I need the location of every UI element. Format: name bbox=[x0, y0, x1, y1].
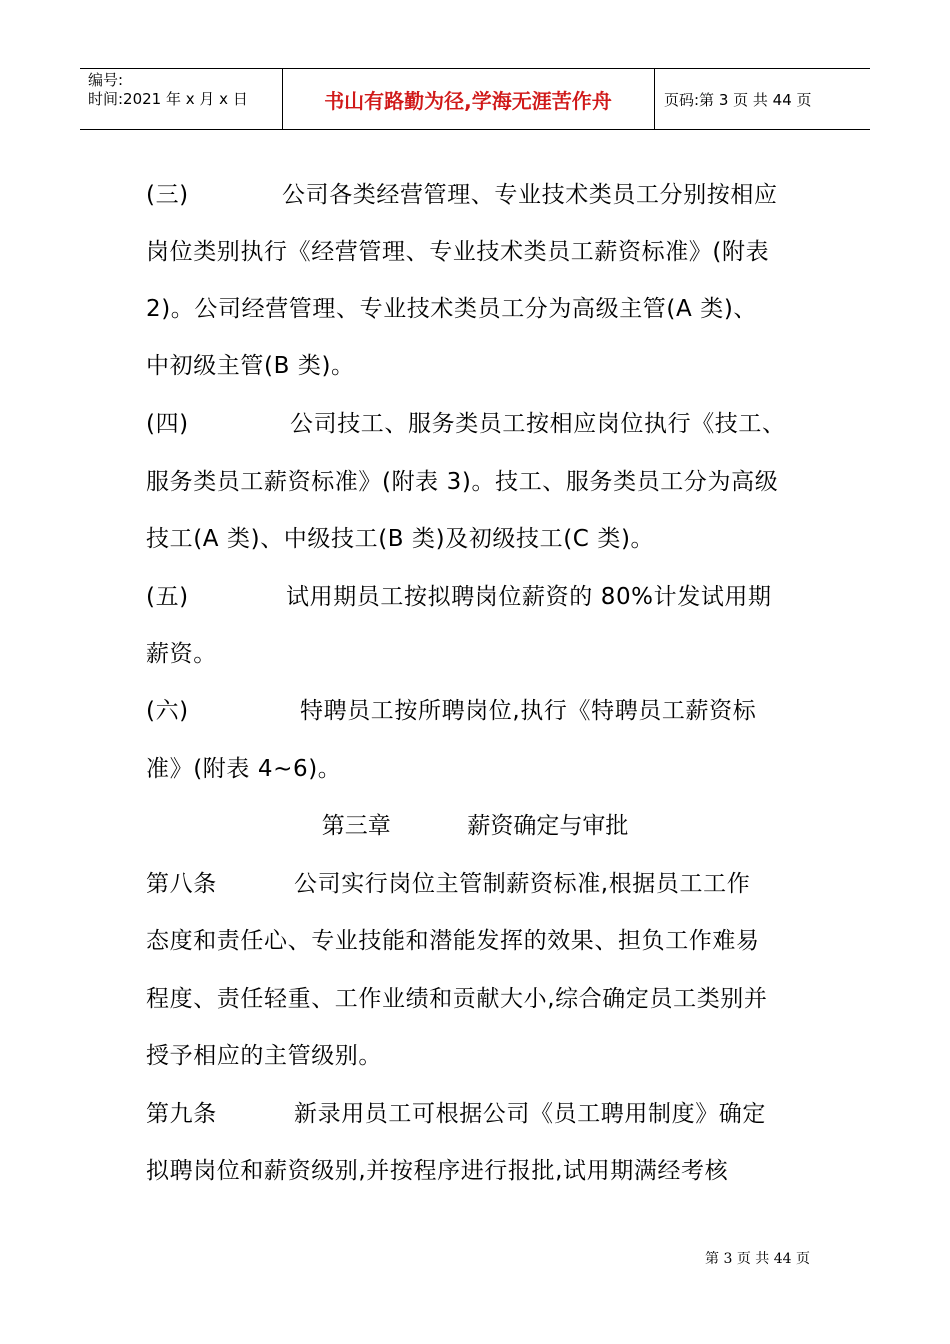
item-label: (五) bbox=[146, 584, 189, 610]
header-page-info: 页码:第 3 页 共 44 页 bbox=[664, 90, 812, 109]
paragraph-text: 特聘员工按所聘岗位,执行《特聘员工薪资标 bbox=[300, 698, 757, 724]
paragraph-text: 试用期员工按拟聘岗位薪资的 80%计发试用期 bbox=[286, 584, 772, 610]
page-header bbox=[80, 68, 870, 130]
header-meta bbox=[88, 71, 248, 109]
item-label: (四) bbox=[146, 411, 189, 437]
paragraph-text: 新录用员工可根据公司《员工聘用制度》确定 bbox=[294, 1101, 766, 1127]
paragraph-text: 公司各类经营管理、专业技术类员工分别按相应 bbox=[282, 182, 778, 208]
header-divider bbox=[654, 69, 655, 129]
page-footer: 第 3 页 共 44 页 bbox=[705, 1251, 810, 1267]
chapter-number: 第三章 bbox=[321, 813, 391, 839]
paragraph-text: 授予相应的主管级别。 bbox=[146, 1043, 382, 1069]
item-label: (六) bbox=[146, 698, 189, 724]
chapter-heading bbox=[0, 807, 950, 840]
paragraph-text: 2)。公司经营管理、专业技术类员工分为高级主管(A 类)、 bbox=[146, 296, 757, 322]
item-label: (三) bbox=[146, 182, 189, 208]
article-label: 第九条 bbox=[146, 1101, 217, 1127]
article-label: 第八条 bbox=[146, 871, 217, 897]
paragraph-text: 技工(A 类)、中级技工(B 类)及初级技工(C 类)。 bbox=[146, 526, 655, 552]
paragraph-text: 拟聘岗位和薪资级别,并按程序进行报批,试用期满经考核 bbox=[146, 1158, 729, 1184]
paragraph-text: 程度、责任轻重、工作业绩和贡献大小,综合确定员工类别并 bbox=[146, 986, 768, 1012]
paragraph-text: 薪资。 bbox=[146, 641, 217, 667]
paragraph-text: 中初级主管(B 类)。 bbox=[146, 353, 355, 379]
document-date: 时间:2021 年 x 月 x 日 bbox=[88, 90, 248, 108]
chapter-title: 薪资确定与审批 bbox=[467, 813, 629, 839]
paragraph-text: 准》(附表 4~6)。 bbox=[146, 756, 342, 782]
header-motto: 书山有路勤为径,学海无涯苦作舟 bbox=[324, 88, 612, 113]
paragraph-text: 服务类员工薪资标准》(附表 3)。技工、服务类员工分为高级 bbox=[146, 469, 779, 495]
paragraph-text: 公司技工、服务类员工按相应岗位执行《技工、 bbox=[290, 411, 786, 437]
paragraph-text: 态度和责任心、专业技能和潜能发挥的效果、担负工作难易 bbox=[146, 928, 760, 954]
paragraph-text: 公司实行岗位主管制薪资标准,根据员工工作 bbox=[294, 871, 751, 897]
document-number-label: 编号: bbox=[88, 71, 124, 89]
paragraph-text: 岗位类别执行《经营管理、专业技术类员工薪资标准》(附表 bbox=[146, 239, 770, 265]
